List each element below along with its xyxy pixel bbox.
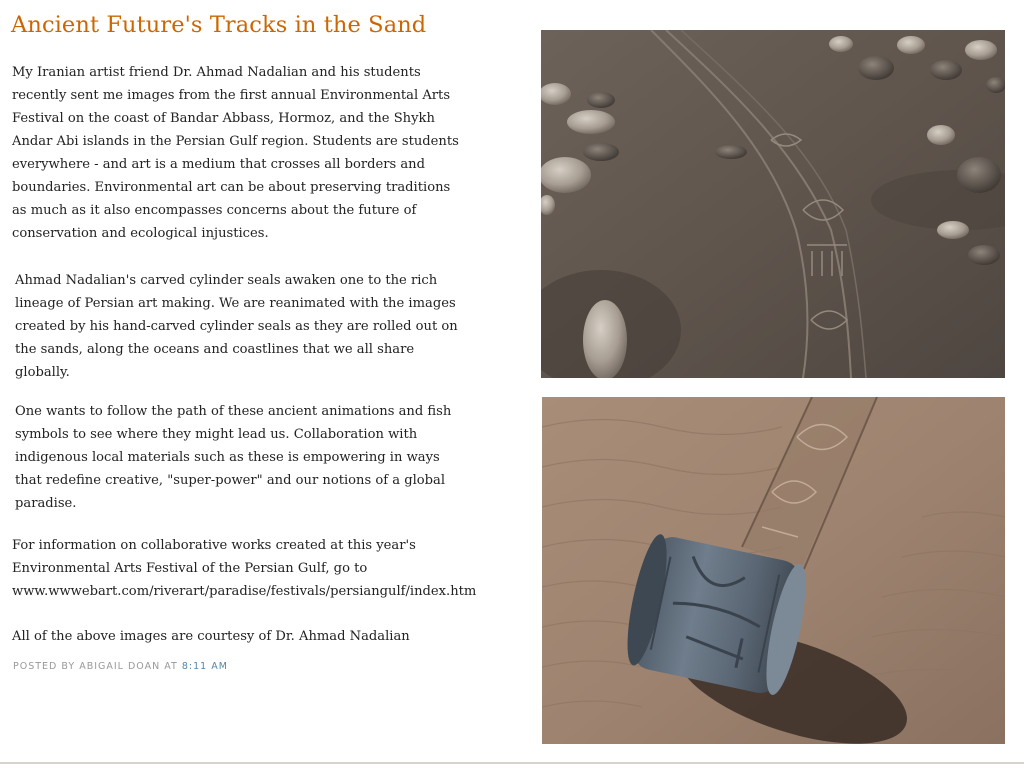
post-paragraph-credits: All of the above images are courtesy of Dr. Ahmad Nadalian xyxy=(12,629,410,644)
cylinder-seal-photo[interactable] xyxy=(542,397,1005,744)
sand-tracks-photo[interactable] xyxy=(541,30,1005,378)
post-paragraph-cylinder-seals: Ahmad Nadalian's carved cylinder seals awaken one to the rich lineage of Persian art making. We are reanimated with the images created by his hand-carved cylinder seals as they are rolled out on the sands, along the oceans and coastlines that we all share globally. xyxy=(15,273,458,380)
post-timestamp-link[interactable]: 8:11 AM xyxy=(181,661,228,672)
page-bottom-divider xyxy=(0,762,1024,764)
post-title[interactable]: Ancient Future's Tracks in the Sand xyxy=(11,12,427,38)
post-paragraph-ancient-animations: One wants to follow the path of these ancient animations and fish symbols to see where they might lead us. Collaboration with indigenous local materials such as these is empowering in ways that redefine creative, "super-power" and our notions of a global paradise. xyxy=(15,404,452,511)
post-footer xyxy=(13,661,228,672)
cylinder-seal-image xyxy=(542,397,1005,744)
post-paragraph-intro: My Iranian artist friend Dr. Ahmad Nadalian and his students recently sent me images from the first annual Environmental Arts Festival on the coast of Bandar Abbass, Hormoz, and the Shykh Andar Abi islands in the Persian Gulf region. Students are students everywhere - and art is a medium that crosses all borders and boundaries. Environmental art can be about preserving traditions as much as it also encompasses concerns about the future of conservation and ecological injustices. xyxy=(12,65,459,241)
posted-by-label: POSTED BY ABIGAIL DOAN AT xyxy=(13,661,178,672)
post-paragraph-festival-info: For information on collaborative works created at this year's Environmental Arts Festival of the Persian Gulf, go to www.wwwebart.com/riverart/paradise/festivals/persiangulf/index.htm xyxy=(12,538,477,599)
sand-tracks-image xyxy=(541,30,1005,378)
